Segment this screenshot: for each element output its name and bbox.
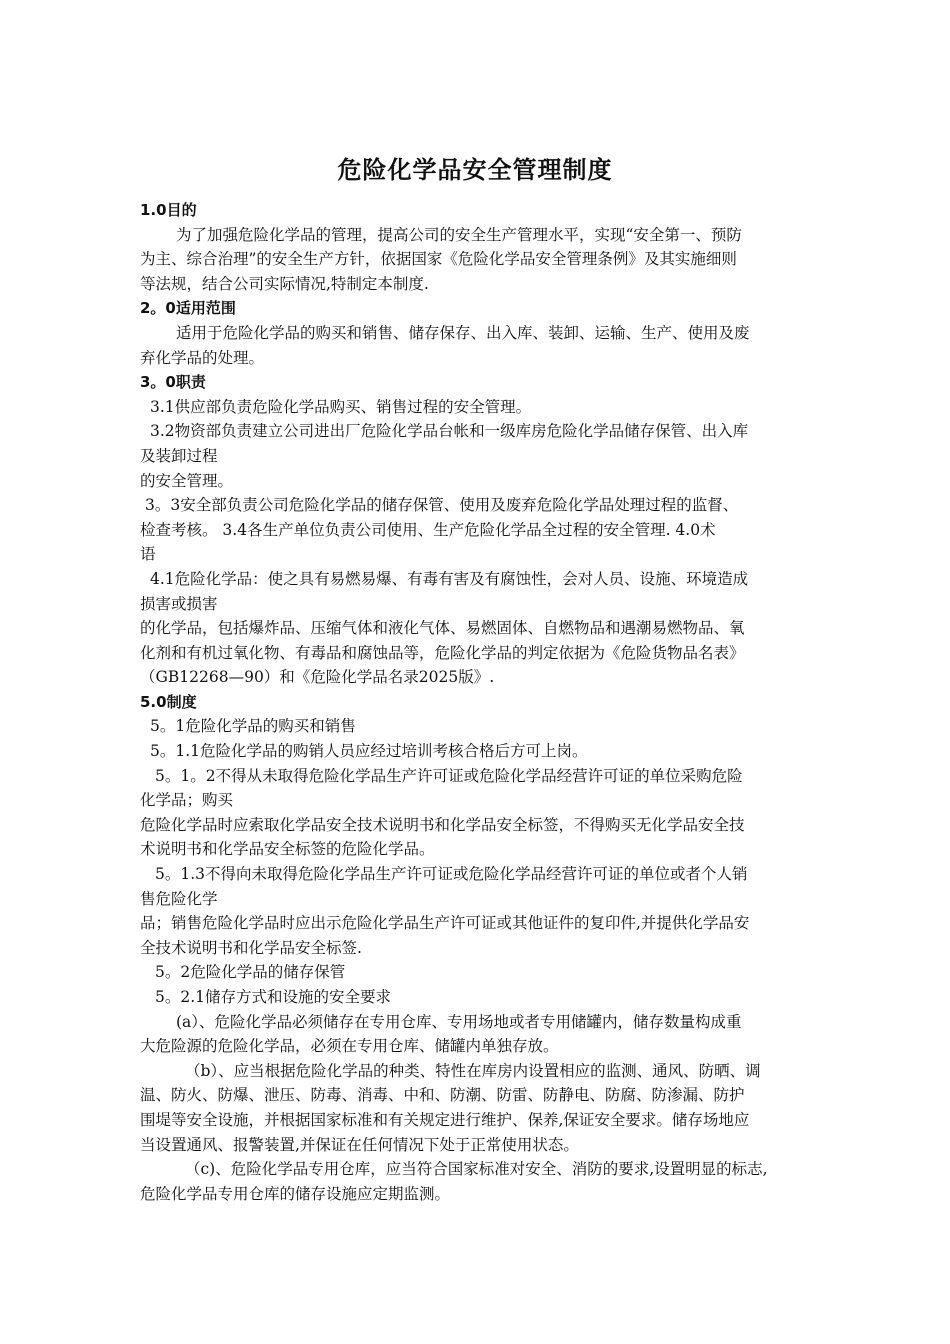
paragraph-line: 语 [140,545,156,564]
section-heading-scope: 2。0适用范围 [140,299,236,318]
paragraph-line: 5。1.3不得向未取得危险化学品生产许可证或危险化学品经营许可证的单位或者个人销 [155,865,748,884]
paragraph-line: 5。2.1储存方式和设施的安全要求 [155,988,392,1006]
section-heading-purpose: 1.0目的 [140,201,197,219]
paragraph-line: 弃化学品的处理。 [140,348,265,367]
paragraph-line: 化学品；购买 [140,791,234,810]
paragraph-line: 适用于危险化学品的购买和销售、储存保存、出入库、装卸、运输、生产、使用及废 [176,323,750,342]
paragraph-line: 为了加强危险化学品的管理，提高公司的安全生产管理水平，实现“安全第一、预防 [176,225,742,244]
paragraph-line: 损害或损害 [140,594,218,613]
section-heading-duties: 3。0职责 [140,373,206,392]
paragraph-line: 售危险化学 [140,889,218,908]
paragraph-line: 等法规，结合公司实际情况,特制定本制度. [140,274,429,293]
paragraph-line: （b）、应当根据危险化学品的种类、特性在库房内设置相应的监测、通风、防晒、调 [185,1061,761,1080]
paragraph-line: 5。2危险化学品的储存保管 [155,963,346,982]
section-heading-rules: 5.0制度 [140,692,197,711]
paragraph-line: 的安全管理。 [140,471,234,490]
paragraph-line: 温、防火、防爆、泄压、防毒、消毒、中和、防潮、防雷、防静电、防腐、防渗漏、防护 [140,1086,745,1105]
paragraph-line: 为主、综合治理”的安全生产方针，依据国家《危险化学品安全管理条例》及其实施细则 [140,250,737,269]
paragraph-line: 3.2物资部负责建立公司进出厂危险化学品台帐和一级库房危险化学品储存保管、出入库 [150,422,749,441]
paragraph-line: 3.1供应部负责危险化学品购买、销售过程的安全管理。 [150,397,532,416]
paragraph-line: 5。1危险化学品的购买和销售 [150,717,356,736]
paragraph-line: 3。3安全部负责公司危险化学品的储存保管、使用及废弃危险化学品处理过程的监督、 [145,496,739,515]
paragraph-line: 围堤等安全设施，并根据国家标准和有关规定进行维护、保养,保证安全要求。储存场地应 [140,1110,750,1129]
paragraph-line: 危险化学品专用仓库的储存设施应定期监测。 [140,1184,451,1203]
document-body [140,198,810,1206]
paragraph-line: 的化学品，包括爆炸品、压缩气体和液化气体、易燃固体、自燃物品和遇潮易燃物品、氧 [140,619,745,638]
paragraph-line: 化剂和有机过氧化物、有毒品和腐蚀品等，危险化学品的判定依据为《危险货物品名表》 [140,643,745,662]
paragraph-line: 当设置通风、报警装置,并保证在任何情况下处于正常使用状态。 [140,1135,579,1154]
paragraph-line: （GB12268—90）和《危险化学品名录2025版》. [140,668,495,687]
document-title: 危险化学品安全管理制度 [337,156,613,184]
paragraph-line: 品；销售危险化学品时应出示危险化学品生产许可证或其他证件的复印件,并提供化学品安 [140,914,750,933]
paragraph-line: 5。1。2不得从未取得危险化学品生产许可证或危险化学品经营许可证的单位采购危险 [155,766,743,785]
paragraph-line: (a）、危险化学品必须储存在专用仓库、专用场地或者专用储罐内，储存数量构成重 [176,1012,742,1031]
paragraph-line: 4.1危险化学品：使之具有易燃易爆、有毒有害及有腐蚀性，会对人员、设施、环境造成 [150,569,749,588]
paragraph-line: 及装卸过程 [140,446,218,465]
paragraph-line: 术说明书和化学品安全标签的危险化学品。 [140,840,435,859]
paragraph-line: 检查考核。 3.4各生产单位负责公司使用、生产危险化学品全过程的安全管理. 4.0术 [140,520,716,539]
paragraph-line: 全技术说明书和化学品安全标签. [140,938,362,957]
paragraph-line: 5。1.1危险化学品的购销人员应经过培训考核合格后方可上岗。 [150,742,588,761]
paragraph-line: 大危险源的危险化学品，必须在专用仓库、储罐内单独存放。 [140,1037,559,1056]
paragraph-line: （c)、危险化学品专用仓库，应当符合国家标准对安全、消防的要求,设置明显的标志, [185,1160,768,1179]
paragraph-line: 危险化学品时应索取化学品安全技术说明书和化学品安全标签，不得购买无化学品安全技 [140,815,745,834]
